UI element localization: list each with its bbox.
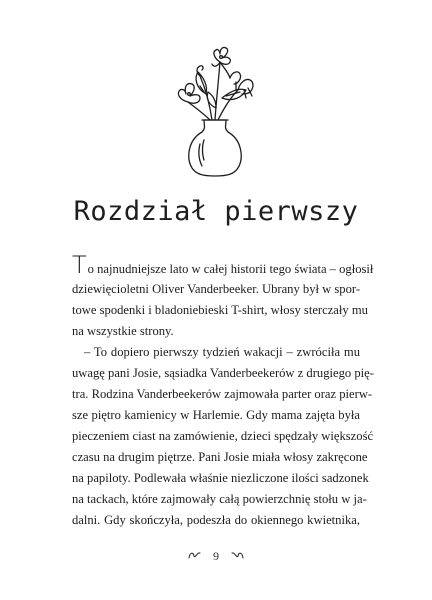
drop-cap: T	[72, 251, 87, 279]
vase-icon	[189, 120, 241, 176]
paragraph-1	[72, 251, 374, 342]
text-line: czasu na drugim piętrze. Pani Josie miała włosy zakręcone	[72, 450, 368, 464]
flower-vase-illustration	[160, 28, 270, 178]
text-line: tra. Rodzina Vanderbeekerów zajmowała parter oraz pierw-	[72, 387, 373, 401]
page-footer	[0, 548, 432, 564]
flower-left-icon	[178, 84, 200, 104]
text-line: na wszystkie strony.	[72, 324, 174, 338]
text-line: dalni. Gdy skończyła, podeszła do okiennego kwietnika,	[72, 513, 360, 527]
text-line: towe spodenki i bladoniebieski T-shirt, włosy sterczały mu	[72, 303, 368, 317]
paragraph-2	[72, 342, 374, 531]
text-line: uwagę pani Josie, sąsiadka Vanderbeekerów z drugiego pię-	[72, 366, 374, 380]
text-line: pieczeniem ciast na zamówienie, dzieci spędzały większość	[72, 429, 374, 443]
text-line: To najnudniejsze lato w całej historii tego świata – ogłosił	[72, 251, 374, 279]
text-line: na tackach, które zajmowały całą powierzchnię stołu w ja-	[72, 492, 367, 506]
page-number: 9	[213, 549, 219, 563]
text-line: na papiloty. Podlewała właśnie niezliczone ilości sadzonek	[72, 471, 369, 485]
chapter-title: Rozdział pierwszy	[73, 196, 359, 227]
text-line: – To dopiero pierwszy tydzień wakacji – zwróciła mu	[84, 345, 360, 359]
body-text	[72, 251, 374, 531]
flourish-left-icon	[188, 548, 202, 564]
flourish-right-icon	[230, 548, 244, 564]
text-line: dziewięcioletni Oliver Vanderbeeker. Ubrany był w spor-	[72, 282, 361, 296]
text-line: sze piętro kamienicy w Harlemie. Gdy mama zajęta była	[72, 408, 360, 422]
